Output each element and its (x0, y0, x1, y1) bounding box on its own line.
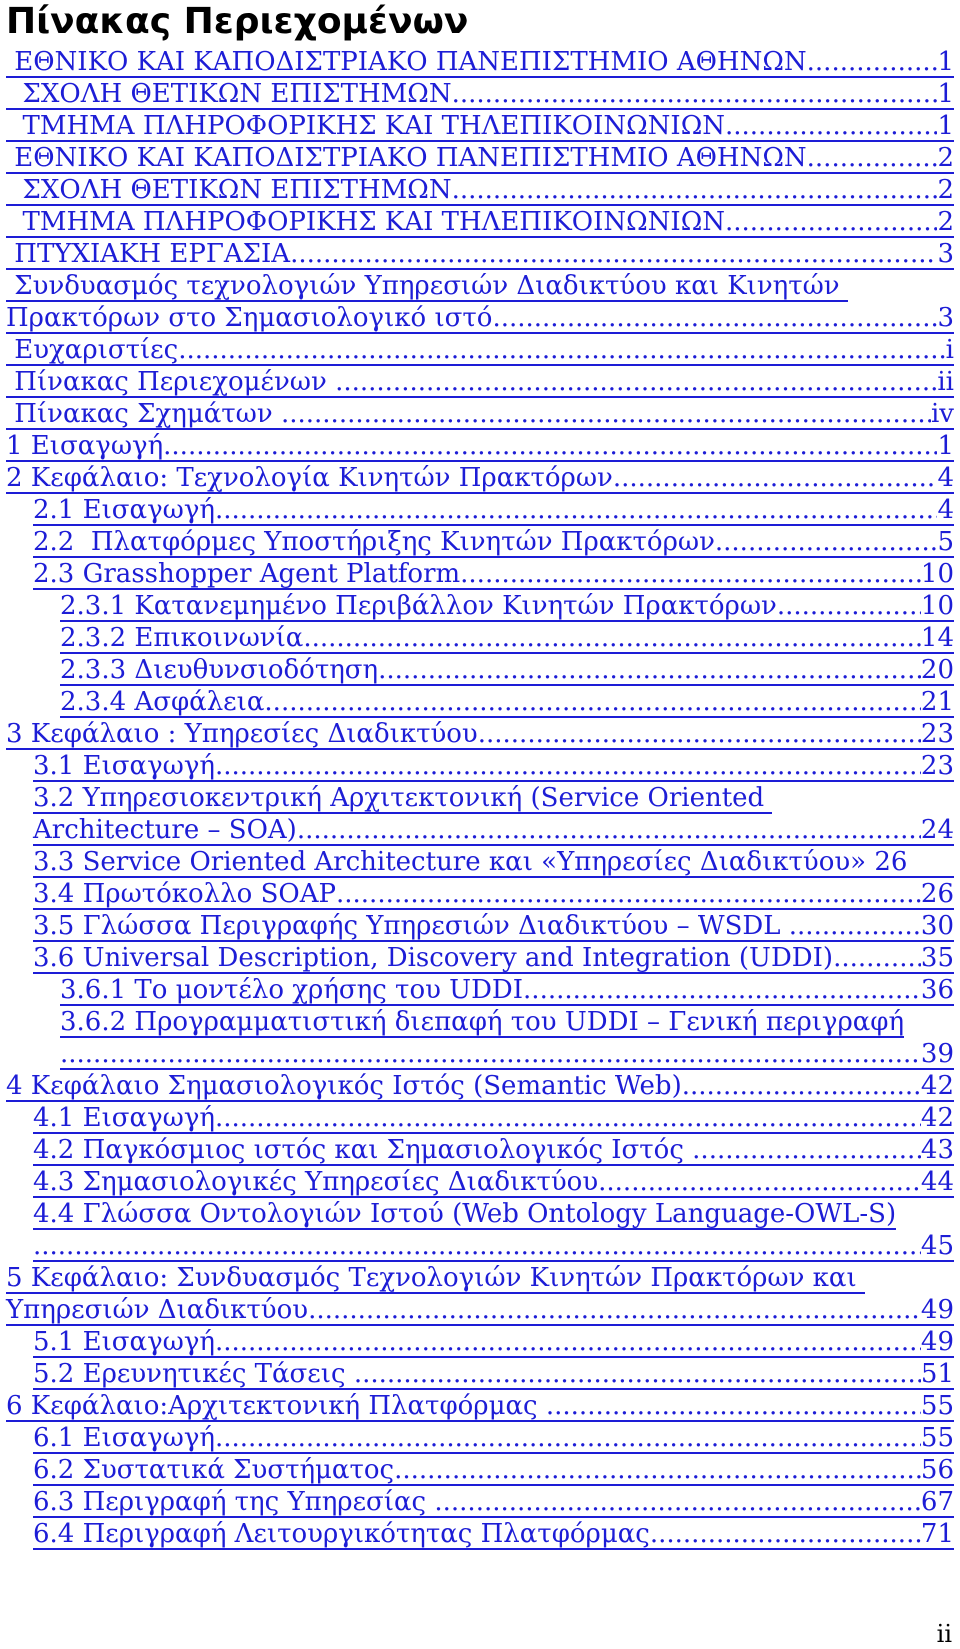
toc-entry-title: 4 Κεφάλαιο Σημασιολογικός Ιστός (Semantic Web) (6, 1071, 682, 1101)
toc-entry[interactable] (0, 942, 954, 974)
toc-entry-page: 1 (937, 111, 954, 141)
toc-entry-page: 55 (920, 1391, 954, 1421)
toc-entry-page: 30 (920, 911, 954, 941)
toc-entry[interactable] (0, 1326, 954, 1358)
toc-entry-page: 10 (920, 559, 954, 589)
toc-entry-title: 4.1 Εισαγωγή (33, 1103, 215, 1133)
page-title: Πίνακας Περιεχομένων (6, 1, 469, 42)
toc-entry-title: 5.2 Ερευνητικές Τάσεις (33, 1359, 354, 1389)
toc-entry-page: 36 (920, 975, 954, 1005)
toc-entry[interactable] (0, 1390, 954, 1422)
toc-entry-page: 35 (920, 943, 954, 973)
toc-entry[interactable] (0, 238, 954, 270)
toc-entry-title: 2.3 Grasshopper Agent Platform (33, 559, 461, 589)
toc-entry-title: 4.4 Γλώσσα Οντολογιών Ιστού (Web Ontology Language-OWL-S) (33, 1199, 897, 1229)
toc-entry[interactable] (0, 1262, 954, 1326)
toc-entry-title: 2.2 Πλατφόρμες Υποστήριξης Κινητών Πρακτόρων (33, 527, 715, 557)
toc-entry-page: 2 (937, 175, 954, 205)
toc-entry[interactable] (0, 78, 954, 110)
toc-entry-title: 6.4 Περιγραφή Λειτουργικότητας Πλατφόρμας (33, 1519, 650, 1549)
toc-entry-page: 5 (937, 527, 954, 557)
toc-entry-title: 2.3.1 Κατανεμημένο Περιβάλλον Κινητών Πρακτόρων (60, 591, 777, 621)
toc-entry[interactable] (0, 174, 954, 206)
toc-entry-page: 23 (920, 719, 954, 749)
toc-entry-page: 44 (920, 1167, 954, 1197)
toc-entry-page: 45 (920, 1231, 954, 1261)
toc-entry-title: ΤΜΗΜΑ ΠΛΗΡΟΦΟΡΙΚΗΣ ΚΑΙ ΤΗΛΕΠΙΚΟΙΝΩΝΙΩΝ (6, 111, 725, 141)
toc-entry[interactable] (0, 590, 954, 622)
toc-entry[interactable] (0, 782, 954, 846)
toc-entry-title: Πίνακας Σχημάτων (6, 399, 281, 429)
toc-entry-title: ΕΘΝΙΚΟ ΚΑΙ ΚΑΠΟΔΙΣΤΡΙΑΚΟ ΠΑΝΕΠΙΣΤΗΜΙΟ ΑΘΗΝΩΝ (6, 143, 807, 173)
toc-entry-page: 39 (920, 1039, 954, 1069)
toc-entry-page: 3 (937, 303, 954, 333)
toc-entry[interactable] (0, 1486, 954, 1518)
toc-entry-title: 2.3.4 Ασφάλεια (60, 687, 265, 717)
toc-entry[interactable] (0, 46, 954, 78)
toc-entry-page: 26 (920, 879, 954, 909)
toc-entry[interactable] (0, 558, 954, 590)
toc-entry-title-cont: Architecture – SOA) (33, 815, 297, 845)
toc-entry[interactable] (0, 366, 954, 398)
toc-entry-title-cont: Υπηρεσιών Διαδικτύου (6, 1295, 309, 1325)
toc-entry-title: 3.4 Πρωτόκολλο SOAP (33, 879, 336, 909)
toc-entry[interactable] (0, 910, 954, 942)
toc-entry[interactable] (0, 110, 954, 142)
toc-entry-title: ΣΧΟΛΗ ΘΕΤΙΚΩΝ ΕΠΙΣΤΗΜΩΝ (6, 175, 452, 205)
toc-entry[interactable] (0, 430, 954, 462)
toc-entry[interactable] (0, 526, 954, 558)
toc-entry[interactable] (0, 718, 954, 750)
toc-entry-page: 55 (920, 1423, 954, 1453)
toc-entry-page: 24 (920, 815, 954, 845)
toc-entry-title: 2 Κεφάλαιο: Τεχνολογία Κινητών Πρακτόρων (6, 463, 613, 493)
toc-entry[interactable] (0, 622, 954, 654)
toc-entry-page: 56 (920, 1455, 954, 1485)
toc-entry-title: Συνδυασμός τεχνολογιών Υπηρεσιών Διαδικτύου και Κινητών (6, 271, 848, 301)
toc-entry[interactable] (0, 334, 954, 366)
toc-entry[interactable] (0, 1358, 954, 1390)
toc-entry-page: 23 (920, 751, 954, 781)
toc-entry-page: 3 (937, 239, 954, 269)
toc-entry-page: 4 (937, 495, 954, 525)
toc-entry-title: 5.1 Εισαγωγή (33, 1327, 215, 1357)
toc-entry-title: 3.1 Εισαγωγή (33, 751, 215, 781)
toc-entry-title: 6.2 Συστατικά Συστήματος (33, 1455, 395, 1485)
toc-entry[interactable] (0, 846, 954, 878)
toc-entry-title: Πίνακας Περιεχομένων (6, 367, 336, 397)
table-of-contents (0, 46, 954, 1550)
toc-entry-title: Ευχαριστίες (6, 335, 179, 365)
toc-entry[interactable] (0, 654, 954, 686)
toc-entry-title: 4.3 Σημασιολογικές Υπηρεσίες Διαδικτύου (33, 1167, 599, 1197)
toc-entry-page: 1 (937, 47, 954, 77)
toc-entry[interactable] (0, 1166, 954, 1198)
toc-entry-page: ii (937, 367, 954, 397)
toc-entry-title: ΤΜΗΜΑ ΠΛΗΡΟΦΟΡΙΚΗΣ ΚΑΙ ΤΗΛΕΠΙΚΟΙΝΩΝΙΩΝ (6, 207, 725, 237)
toc-entry-page: 1 (937, 79, 954, 109)
toc-entry-title: 3 Κεφάλαιο : Υπηρεσίες Διαδικτύου (6, 719, 478, 749)
toc-entry-page: 51 (920, 1359, 954, 1389)
toc-entry-page: 43 (920, 1135, 954, 1165)
toc-entry-title: 2.3.2 Επικοινωνία (60, 623, 304, 653)
toc-entry-page: 49 (920, 1327, 954, 1357)
toc-entry[interactable] (0, 1134, 954, 1166)
page-number: ii (936, 1620, 952, 1648)
toc-entry-page: 21 (920, 687, 954, 717)
toc-entry-title: 2.3.3 Διευθυνσιοδότηση (60, 655, 379, 685)
toc-entry-title: 3.6 Universal Description, Discovery and Integration (UDDI) (33, 943, 834, 973)
toc-entry-title: 6.3 Περιγραφή της Υπηρεσίας (33, 1487, 435, 1517)
toc-entry-page: 1 (937, 431, 954, 461)
toc-entry[interactable] (0, 750, 954, 782)
toc-entry[interactable] (0, 270, 954, 334)
toc-entry-title: 3.6.2 Προγραμματιστική διεπαφή του UDDI – Γενική περιγραφή (60, 1007, 905, 1037)
toc-entry-title: 6.1 Εισαγωγή (33, 1423, 215, 1453)
toc-entry-title: ΠΤΥΧΙΑΚΗ ΕΡΓΑΣΙΑ (6, 239, 291, 269)
toc-entry[interactable] (0, 686, 954, 718)
toc-entry[interactable] (0, 398, 954, 430)
toc-entry[interactable] (0, 1422, 954, 1454)
toc-entry[interactable] (0, 1454, 954, 1486)
toc-entry-page: iv (930, 399, 954, 429)
toc-entry-page: 67 (920, 1487, 954, 1517)
toc-entry-title: ΣΧΟΛΗ ΘΕΤΙΚΩΝ ΕΠΙΣΤΗΜΩΝ (6, 79, 452, 109)
toc-entry[interactable] (0, 1518, 954, 1550)
toc-entry-title-cont: Πρακτόρων στο Σημασιολογικό ιστό (6, 303, 493, 333)
toc-entry-page: 20 (920, 655, 954, 685)
toc-entry[interactable] (0, 1102, 954, 1134)
toc-entry-title: 3.5 Γλώσσα Περιγραφής Υπηρεσιών Διαδικτύου – WSDL (33, 911, 789, 941)
toc-entry-page: i (945, 335, 954, 365)
toc-entry-page: 42 (920, 1103, 954, 1133)
toc-entry-page: 42 (920, 1071, 954, 1101)
toc-entry[interactable] (0, 1070, 954, 1102)
toc-entry-page: 71 (920, 1519, 954, 1549)
toc-entry-title: 3.3 Service Oriented Architecture και «Υπηρεσίες Διαδικτύου» (33, 847, 875, 877)
toc-entry-title: 4.2 Παγκόσμιος ιστός και Σημασιολογικός Ιστός (33, 1135, 693, 1165)
toc-entry-title: ΕΘΝΙΚΟ ΚΑΙ ΚΑΠΟΔΙΣΤΡΙΑΚΟ ΠΑΝΕΠΙΣΤΗΜΙΟ ΑΘΗΝΩΝ (6, 47, 807, 77)
toc-entry[interactable] (0, 878, 954, 910)
toc-entry-title: 3.6.1 Το μοντέλο χρήσης του UDDI (60, 975, 524, 1005)
toc-entry-title: 5 Κεφάλαιο: Συνδυασμός Τεχνολογιών Κινητών Πρακτόρων και (6, 1263, 865, 1293)
toc-entry[interactable] (0, 462, 954, 494)
toc-entry-page: 26 (874, 847, 908, 877)
toc-entry-page: 49 (920, 1295, 954, 1325)
toc-entry-page: 4 (937, 463, 954, 493)
toc-entry-title: 2.1 Εισαγωγή (33, 495, 215, 525)
toc-entry[interactable] (0, 1198, 954, 1262)
toc-entry-title: 6 Κεφάλαιο:Αρχιτεκτονική Πλατφόρμας (6, 1391, 546, 1421)
toc-entry[interactable] (0, 1006, 954, 1070)
toc-entry-page: 10 (920, 591, 954, 621)
toc-entry[interactable] (0, 494, 954, 526)
toc-entry-page: 14 (920, 623, 954, 653)
toc-entry[interactable] (0, 142, 954, 174)
toc-entry-title: 3.2 Υπηρεσιοκεντρική Αρχιτεκτονική (Service Oriented (33, 783, 773, 813)
toc-entry[interactable] (0, 974, 954, 1006)
toc-entry-page: 2 (937, 143, 954, 173)
toc-entry-page: 2 (937, 207, 954, 237)
toc-entry-title: 1 Εισαγωγή (6, 431, 164, 461)
toc-entry[interactable] (0, 206, 954, 238)
